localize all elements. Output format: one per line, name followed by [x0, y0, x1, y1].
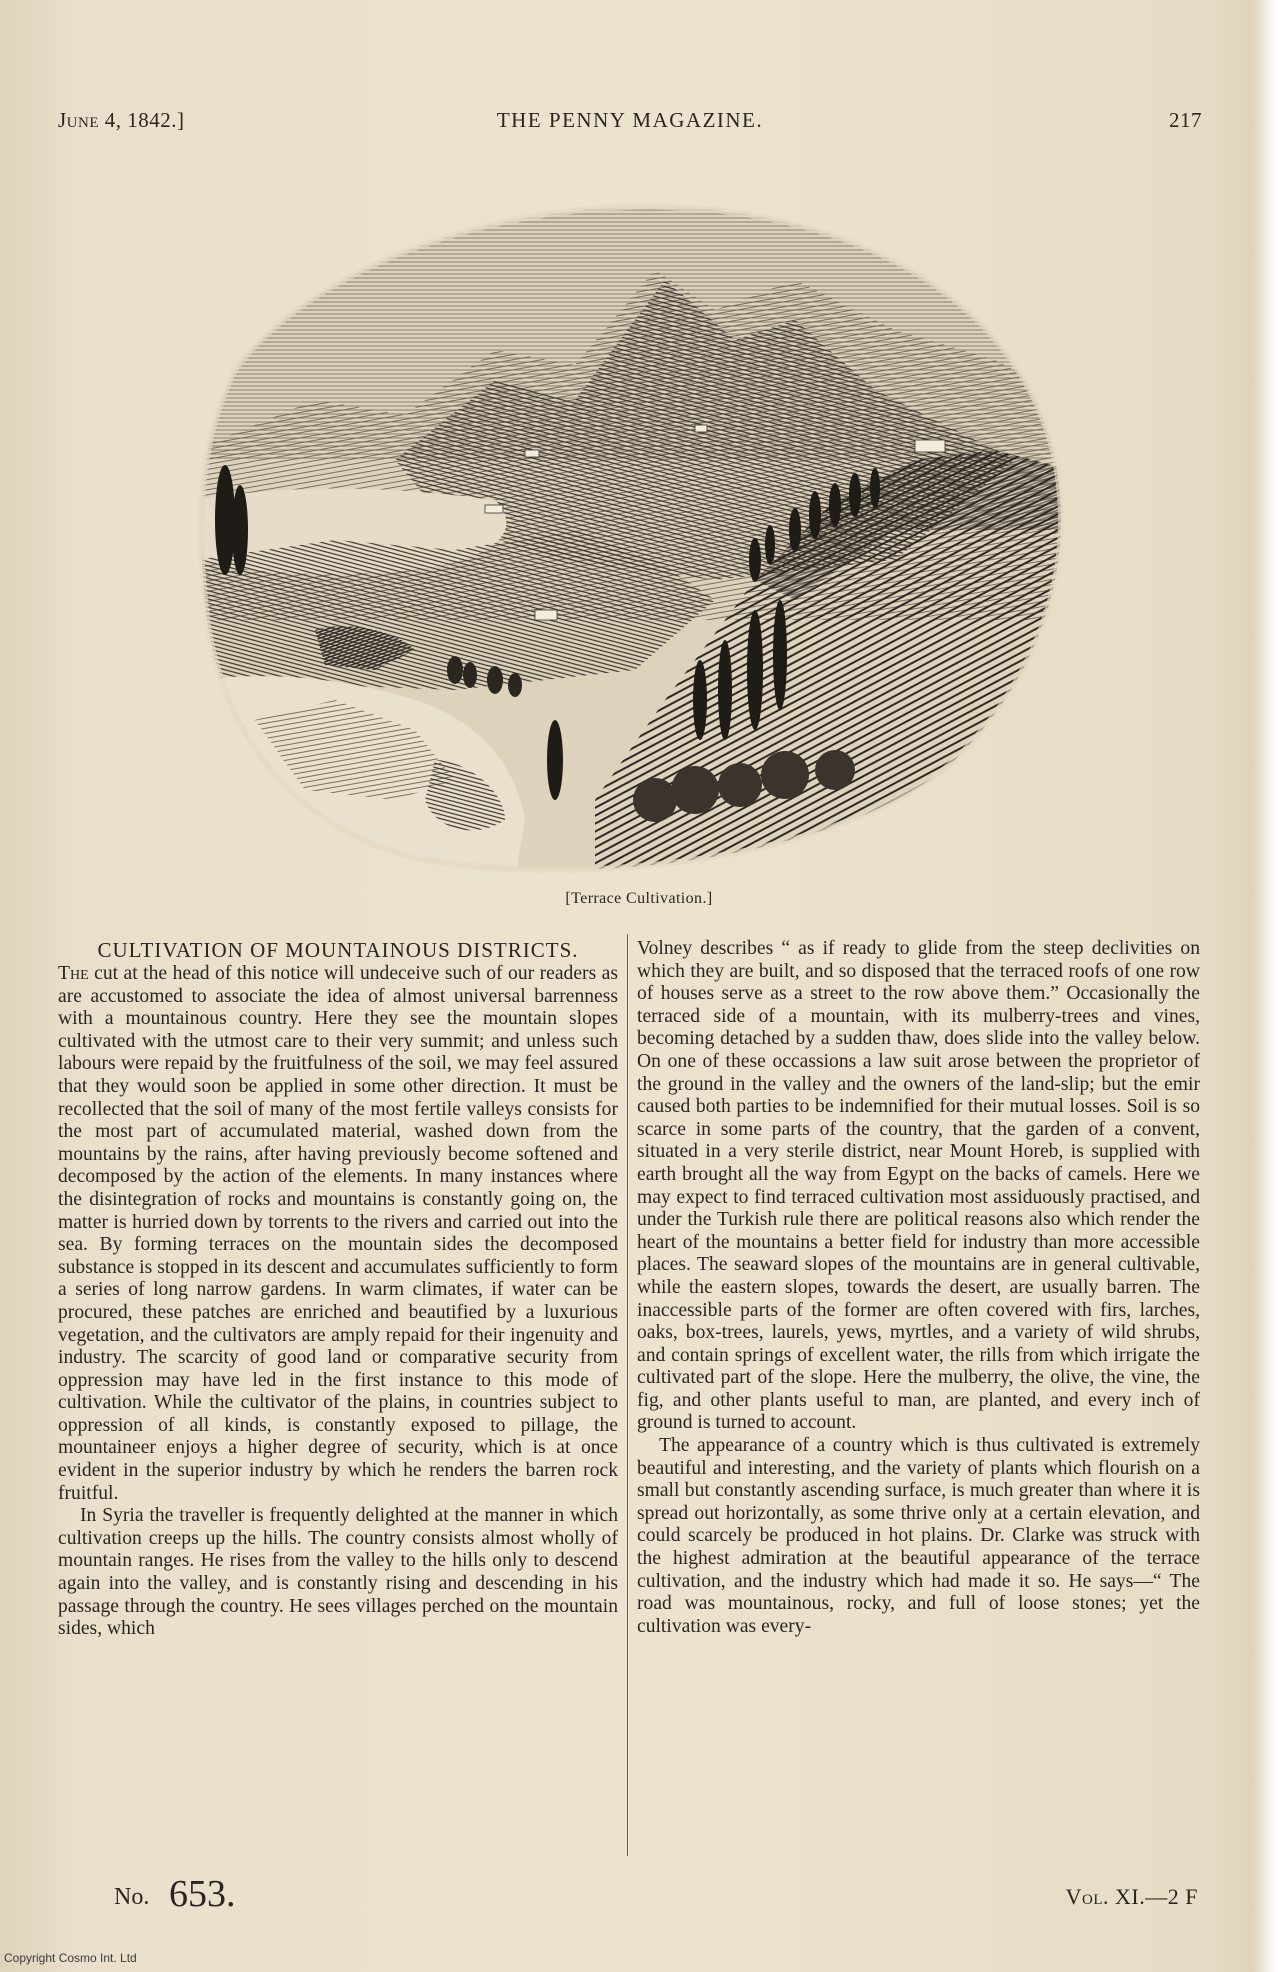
page-edge: [1252, 0, 1278, 1972]
issue-number: 653.: [169, 1873, 236, 1915]
issue-number-label: No.: [114, 1884, 150, 1910]
magazine-title: THE PENNY MAGAZINE.: [496, 108, 764, 132]
running-head: [58, 108, 1202, 142]
copyright-notice: Copyright Cosmo Int. Ltd: [4, 1951, 137, 1965]
right-column: [637, 938, 1200, 1638]
left-column: [58, 938, 618, 1641]
issue-date: June 4, 1842.]: [58, 108, 185, 132]
paragraph-1: [58, 963, 618, 1505]
page-footer: [58, 1872, 1202, 1920]
page-number: 217: [1169, 108, 1202, 132]
paragraph-2: In Syria the traveller is frequently delighted at the manner in which cultivation creeps up the hills. The country consists almost wholly of mountain ranges. He rises from the valley to the hills only to descend again into the valley, and is constantly rising and descending in his passage through the country. He sees villages perched on the mountain sides, which: [58, 1505, 618, 1640]
paragraph-3: Volney describes “ as if ready to glide from the steep declivities on which they are built, and so disposed that the terraced roofs of one row of houses serve as a street to the row above them.” Occasionally the terraced side of a mountain, with its mulberry-trees and vines, becoming detached by a sudden thaw, does slide into the valley below. On one of these occassions a law suit arose between the proprietor of the ground in the valley and the owners of the land-slip; but the emir caused both parties to be indemnified for their mutual losses. Soil is so scarce in some parts of the country, that the garden of a convent, situated in a very sterile district, near Mount Horeb, is supplied with earth brought all the way from Egypt on the backs of camels. Here we may expect to find terraced cultivation most assiduously practised, and under the Turkish rule there are political reasons also which render the heart of the mountains a better field for industry than more accessible places. The seaward slopes of the mountains are in general cultivable, while the eastern slopes, towards the desert, are usually barren. The inaccessible parts of the former are often covered with firs, larches, oaks, box-trees, laurels, yews, myrtles, and a variety of wild shrubs, and contain springs of excellent water, the rills from which irrigate the cultivated part of the slope. Here the mulberry, the olive, the vine, the fig, and other plants useful to man, are planted, and every inch of ground is turned to account.: [637, 938, 1200, 1434]
paragraph-4: The appearance of a country which is thus cultivated is extremely beautiful and interesting, and the variety of plants which flourish on a small but constantly ascending surface, is much greater than where it is spread out horizontally, as some thrive only at a certain elevation, and could scarcely be produced in hot plains. Dr. Clarke was struck with the highest admiration at the beautiful appearance of the terrace cultivation, and the industry which had made it so. He says—“ The road was mountainous, rocky, and full of loose stones; yet the cultivation was every-: [637, 1435, 1200, 1637]
paragraph-1-text: cut at the head of this notice will undeceive such of our readers as are accustomed to associate the idea of almost universal barrenness with a mountainous country. Here they see the mountain slopes cultivated with the utmost care to their very summit; and unless such labours were repaid by the fruitfulness of the soil, we may feel assured that they would soon be applied in some other direction. It must be recollected that the soil of many of the most fertile valleys consists for the most part of accumulated material, washed down from the mountains by the rains, after having previously become softened and decomposed by the action of the elements. In many instances where the disintegration of rocks and mountains is constantly going on, the matter is hurried down by torrents to the rivers and carried out into the sea. By forming terraces on the mountain sides the decomposed substance is stopped in its descent and accumulates sufficiently to form a series of long narrow gardens. In warm climates, if water can be procured, these patches are enriched and beautified by a luxurious vegetation, and the cultivators are amply repaid for their ingenuity and industry. The scarcity of good land or comparative security from oppression may have led in the first instance to this mode of cultivation. While the cultivator of the plains, in countries subject to oppression of all kinds, is constantly exposed to pillage, the mountaineer enjoys a higher degree of security, which is at once evident in the superior industry by which he renders the barren rock fruitful.: [58, 963, 618, 1504]
terrace-cultivation-engraving: [195, 200, 1071, 878]
illustration-caption: [Terrace Cultivation.]: [565, 890, 713, 907]
lead-word: The: [58, 963, 89, 984]
article-heading: CULTIVATION OF MOUNTAINOUS DISTRICTS.: [97, 938, 579, 962]
volume-signature: Vol. XI.—2 F: [1065, 1884, 1198, 1909]
column-divider: [627, 934, 628, 1856]
